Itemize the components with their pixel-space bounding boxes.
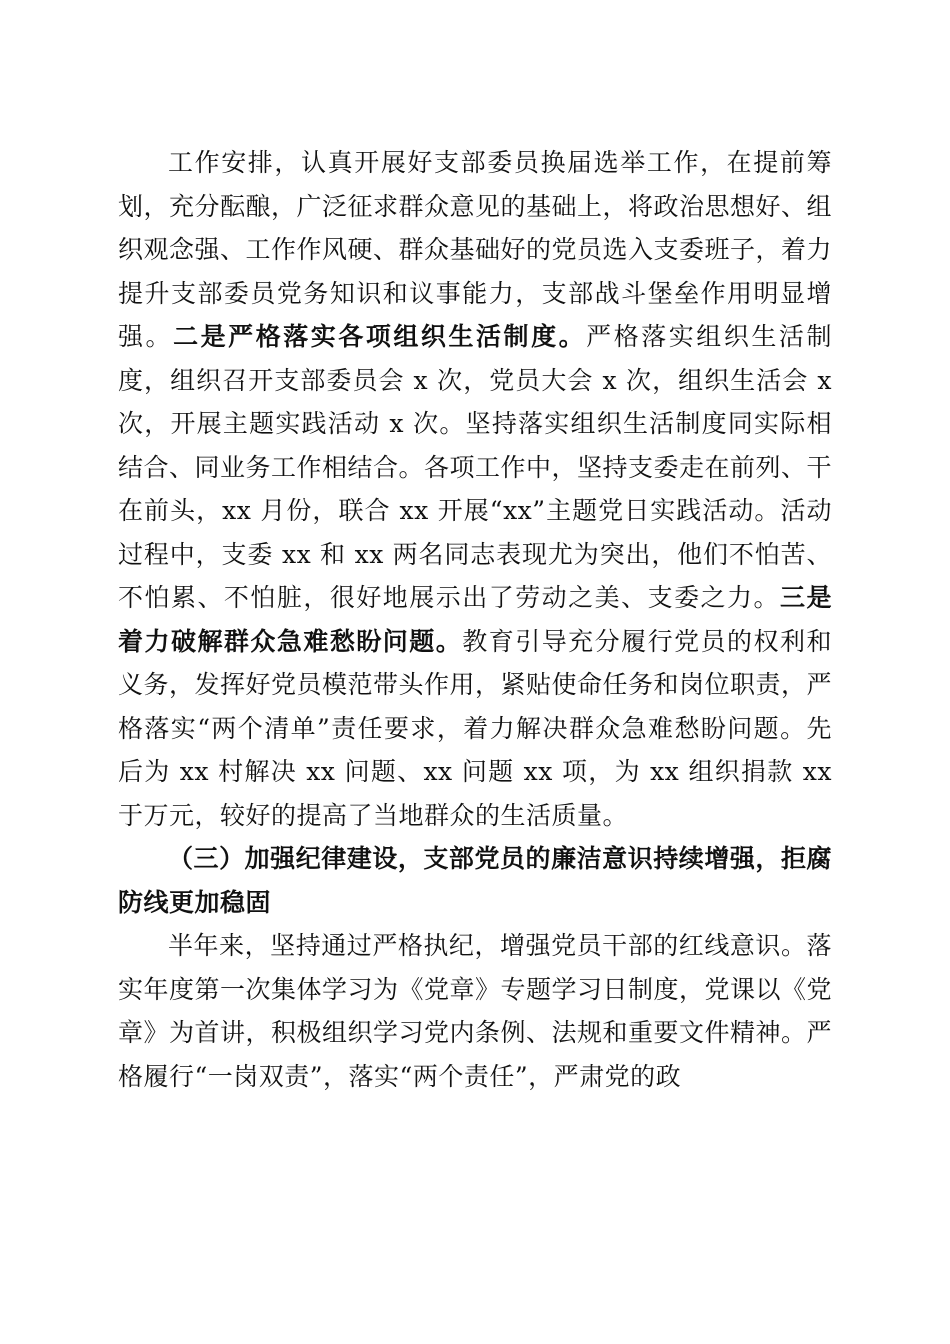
paragraph-organization-life: [118, 141, 832, 837]
paragraph-text: 严格落实组织生活制度，组织召开支部委员会 x 次，党员大会 x 次，组织生活会 x 次，开展主题实践活动 x 次。坚持落实组织生活制度同实际相结合、同业务工作相结合。各项工作中，坚持支委走在前列、干在前头，xx 月份，联合 xx 开展“xx”主题党日实践活动。活动过程中，支委 xx 和 xx 两名同志表现尤为突出，他们不怕苦、不怕累、不怕脏，很好地展示出了劳动之美、支委之力。: [118, 322, 833, 612]
bold-point-three: 三是着力破解群众急难愁盼问题。: [118, 583, 832, 656]
paragraph-text: 教育引导充分履行党员的权利和义务，发挥好党员模范带头作用，紧贴使命任务和岗位职责，严格落实“两个清单”责任要求，着力解决群众急难愁盼问题。先后为 xx 村解决 xx 问题、xx 问题 xx 项，为 xx 组织捐款 xx 于万元，较好的提高了当地群众的生活质量。: [118, 626, 833, 830]
section-heading-discipline: （三）加强纪律建设，支部党员的廉洁意识持续增强，拒腐防线更加稳固: [118, 844, 832, 917]
paragraph-text: 工作安排，认真开展好支部委员换届选举工作，在提前筹划，充分酝酿，广泛征求群众意见的基础上，将政治思想好、组织观念强、工作作风硬、群众基础好的党员选入支委班子，着力提升支部委员党务知识和议事能力，支部战斗堡垒作用明显增强。: [118, 148, 833, 351]
paragraph-discipline: 半年来，坚持通过严格执纪，增强党员干部的红线意识。落实年度第一次集体学习为《党章》专题学习日制度，党课以《党章》为首讲，积极组织学习党内条例、法规和重要文件精神。严格履行“一岗双责”，落实“两个责任”，严肃党的政: [118, 931, 833, 1091]
document-body: [118, 141, 832, 1098]
bold-point-two: 二是严格落实各项组织生活制度。: [173, 322, 587, 351]
